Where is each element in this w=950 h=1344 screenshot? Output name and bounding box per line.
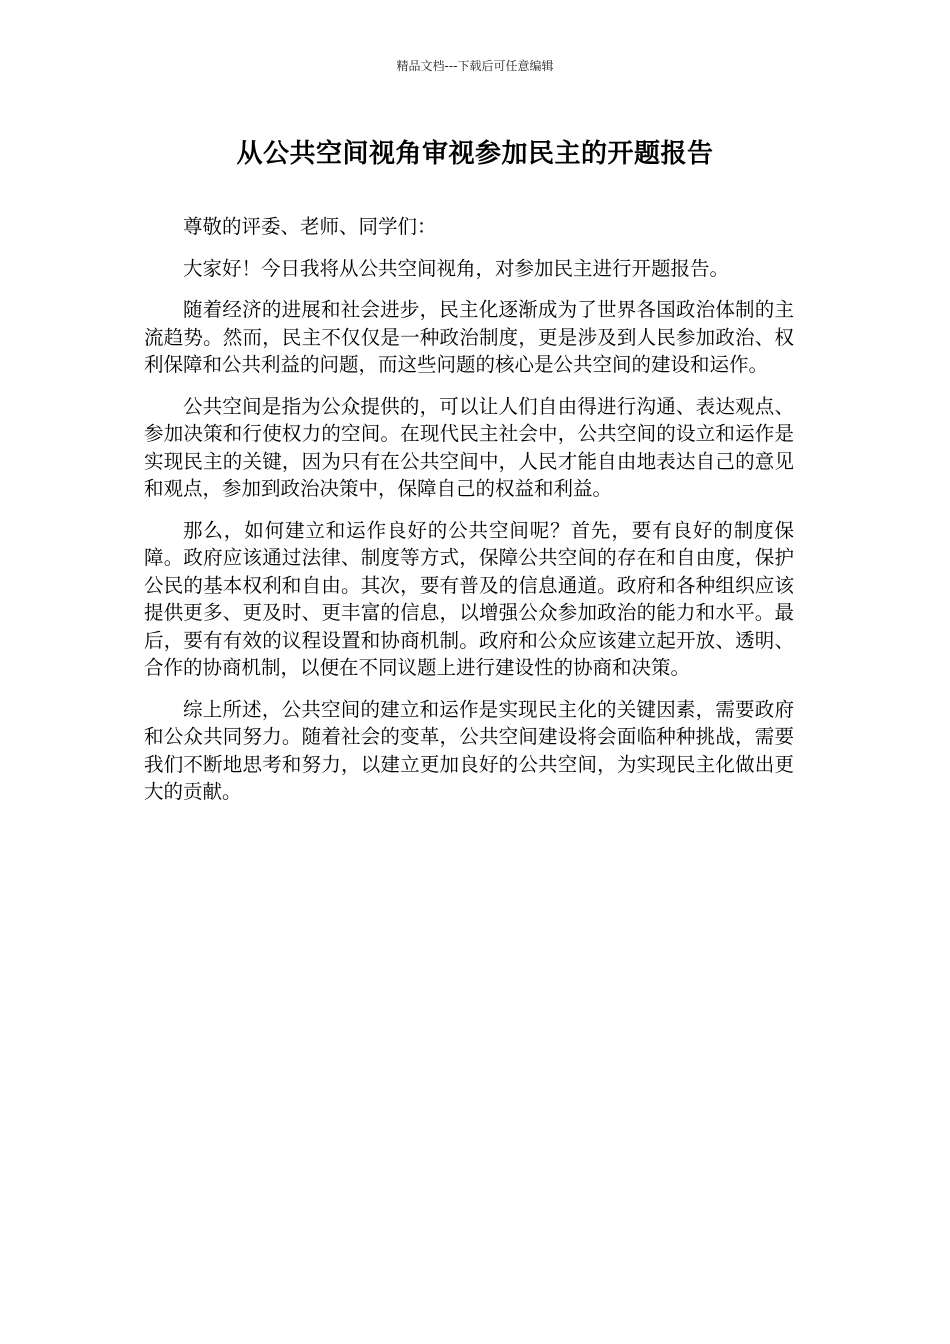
paragraph-conclusion: 综上所述，公共空间的建立和运作是实现民主化的关键因素，需要政府和公众共同努力。随着社会的变革，公共空间建设将会面临种种挑战，需要我们不断地思考和努力，以建立更加良好的公共空间，为实现民主化做出更大的贡献。	[144, 697, 794, 803]
paragraph-salutation: 尊敬的评委、老师、同学们：	[183, 215, 437, 238]
paragraph-greeting: 大家好！今日我将从公共空间视角，对参加民主进行开题报告。	[183, 256, 730, 280]
header-note: 精品文档---下载后可任意编辑	[396, 59, 554, 73]
document-body	[144, 213, 794, 820]
document-title: 从公共空间视角审视参加民主的开题报告	[236, 139, 714, 169]
paragraph-background: 随着经济的进展和社会进步，民主化逐渐成为了世界各国政治体制的主流趋势。然而，民主不仅仅是一种政治制度，更是涉及到人民参加政治、权利保障和公共利益的问题，而这些问题的核心是公共空间的建设和运作。	[144, 298, 794, 376]
paragraph-approach: 那么，如何建立和运作良好的公共空间呢？首先，要有良好的制度保障。政府应该通过法律、制度等方式，保障公共空间的存在和自由度，保护公民的基本权利和自由。其次，要有普及的信息通道。政府和各种组织应该提供更多、更及时、更丰富的信息，以增强公众参加政治的能力和水平。最后，要有有效的议程设置和协商机制。政府和公众应该建立起开放、透明、合作的协商机制，以便在不同议题上进行建设性的协商和决策。	[144, 518, 794, 679]
paragraph-definition: 公共空间是指为公众提供的，可以让人们自由得进行沟通、表达观点、参加决策和行使权力的空间。在现代民主社会中，公共空间的设立和运作是实现民主的关键，因为只有在公共空间中，人民才能自由地表达自己的意见和观点，参加到政治决策中，保障自己的权益和利益。	[144, 394, 794, 500]
